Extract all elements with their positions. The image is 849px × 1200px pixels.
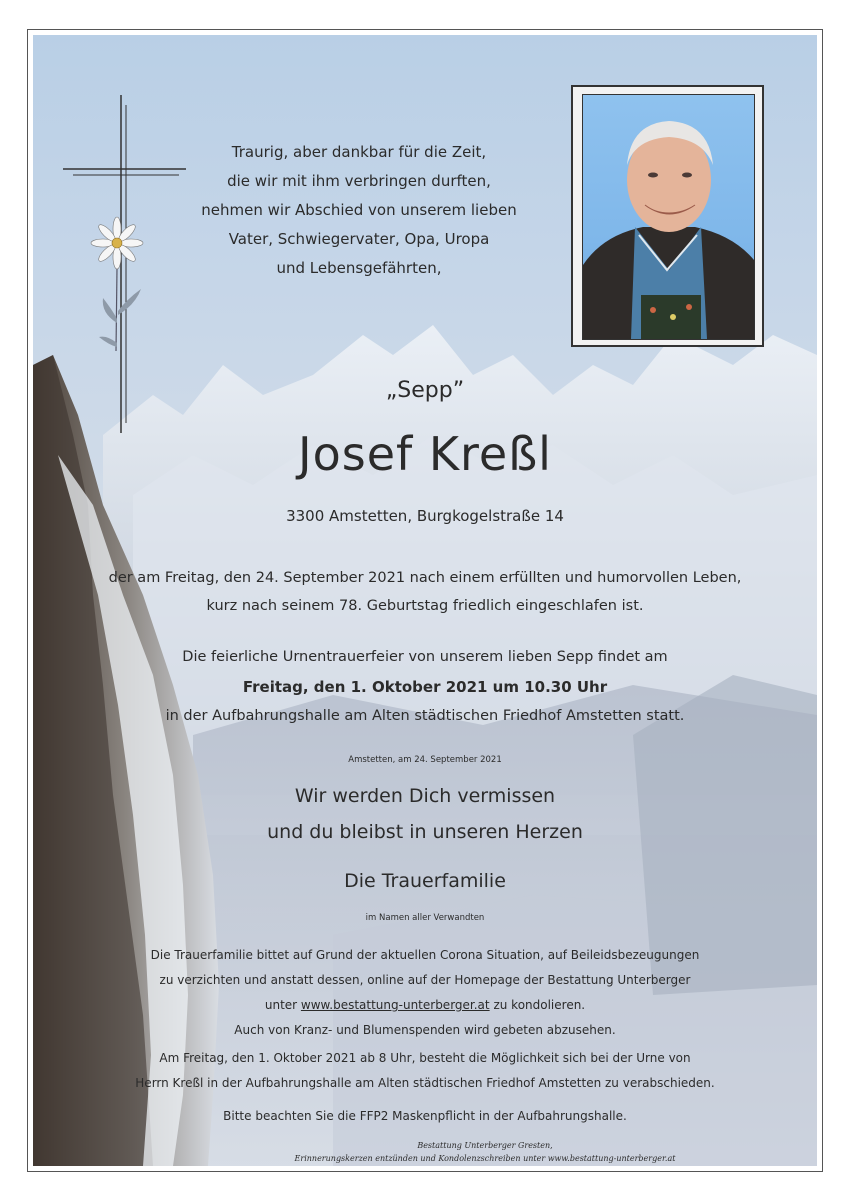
- family-signature: Die Trauerfamilie: [344, 870, 506, 892]
- mask-notice: Bitte beachten Sie die FFP2 Maskenpflicht in der Aufbahrungshalle.: [223, 1109, 627, 1123]
- farewell-line: und du bleibst in unseren Herzen: [267, 821, 583, 843]
- corona-line: [33, 998, 817, 1012]
- portrait-image: [582, 94, 755, 340]
- intro-line: nehmen wir Abschied von unserem lieben: [201, 201, 517, 219]
- address: 3300 Amstetten, Burgkogelstraße 14: [286, 507, 564, 525]
- ceremony-date: Freitag, den 1. Oktober 2021 um 10.30 Uhr: [242, 678, 608, 696]
- portrait-photo: [571, 85, 764, 347]
- corona-text: zu kondolieren.: [493, 998, 586, 1012]
- viewing-line: Am Freitag, den 1. Oktober 2021 ab 8 Uhr, besteht die Möglichkeit sich bei der Urne von: [159, 1051, 691, 1065]
- condolence-link[interactable]: www.bestattung-unterberger.at: [300, 998, 490, 1012]
- intro-line: und Lebensgefährten,: [276, 259, 442, 277]
- intro-line: Traurig, aber dankbar für die Zeit,: [231, 143, 487, 161]
- corona-text: unter: [264, 998, 298, 1012]
- farewell-line: Wir werden Dich vermissen: [294, 785, 556, 807]
- viewing-line: Herrn Kreßl in der Aufbahrungshalle am Alten städtischen Friedhof Amstetten zu verabschieden.: [135, 1076, 715, 1090]
- corona-line: zu verzichten und anstatt dessen, online auf der Homepage der Bestattung Unterberger: [159, 973, 691, 987]
- intro-line: die wir mit ihm verbringen durften,: [227, 172, 491, 190]
- death-notice-line: der am Freitag, den 24. September 2021 nach einem erfüllten und humorvollen Leben,: [108, 570, 742, 586]
- relatives-note: im Namen aller Verwandten: [365, 913, 485, 923]
- intro-line: Vater, Schwiegervater, Opa, Uropa: [228, 230, 490, 248]
- obituary-panel: [33, 35, 817, 1166]
- death-notice-line: kurz nach seinem 78. Geburtstag friedlich eingeschlafen ist.: [206, 598, 644, 614]
- place-date: Amstetten, am 24. September 2021: [348, 755, 502, 765]
- footer-line: Erinnerungskerzen entzünden und Kondolenzschreiben unter www.bestattung-unterberger.at: [294, 1154, 676, 1163]
- corona-line: Die Trauerfamilie bittet auf Grund der aktuellen Corona Situation, auf Beileidsbezeugungen: [150, 948, 700, 962]
- footer-line: Bestattung Unterberger Gresten,: [417, 1141, 553, 1150]
- ceremony-line: in der Aufbahrungshalle am Alten städtischen Friedhof Amstetten statt.: [165, 708, 685, 724]
- ceremony-line: Die feierliche Urnentrauerfeier von unserem lieben Sepp findet am: [182, 649, 668, 665]
- nickname: „Sepp”: [385, 378, 465, 403]
- deceased-name: Josef Kreßl: [298, 427, 552, 481]
- corona-line: Auch von Kranz- und Blumenspenden wird gebeten abzusehen.: [234, 1023, 616, 1037]
